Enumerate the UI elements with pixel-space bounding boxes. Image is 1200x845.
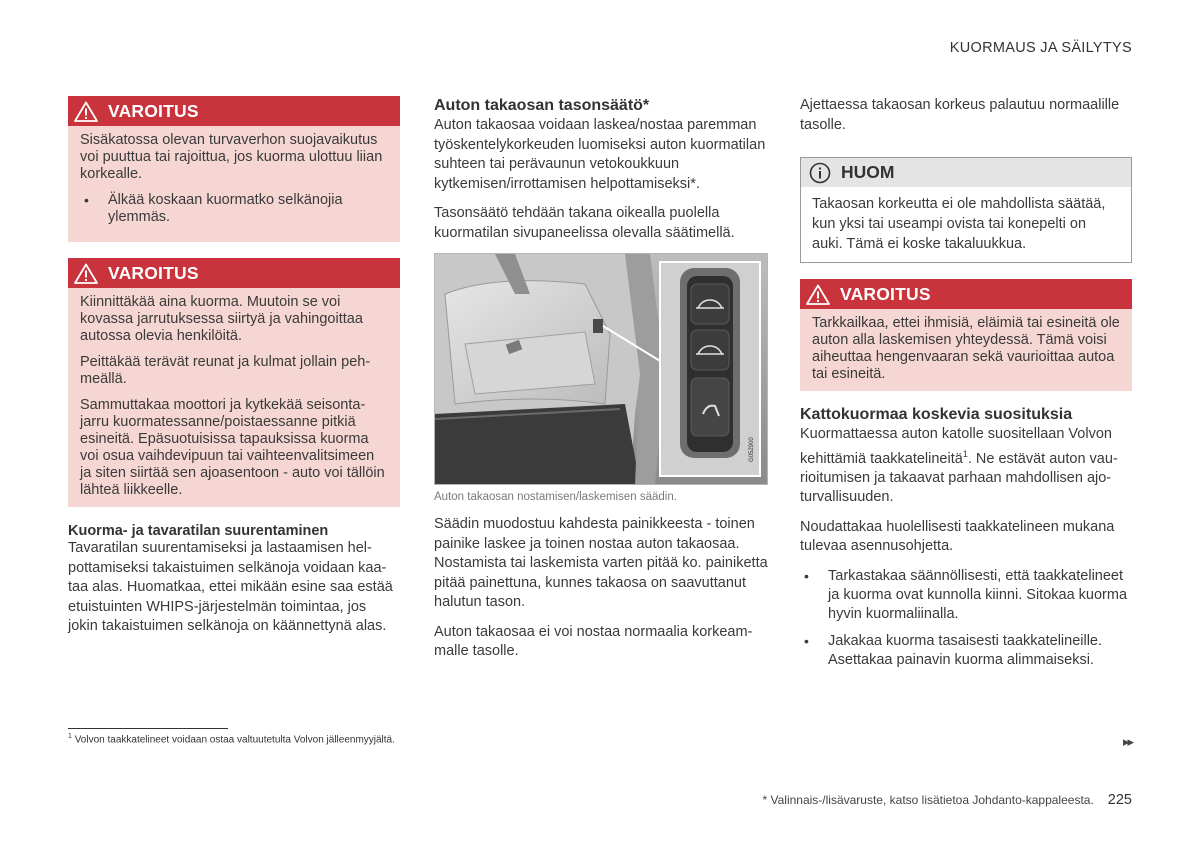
warning-paragraph: Kiinnittäkää aina kuorma. Muutoin se voi kovassa jarrutuksessa siirtyä ja vahingoittaa autossa olevia henkilöitä. [80, 294, 363, 344]
continue-arrows-icon: ▸▸ [1122, 734, 1132, 749]
section-title: KUORMAUS JA SÄILYTYS [949, 40, 1132, 56]
note-body [801, 187, 1131, 262]
warning-header [68, 96, 400, 126]
warning-triangle-icon [74, 101, 98, 122]
footnote-divider [68, 728, 228, 729]
paragraph: Tasonsäätö tehdään takana oikealla puolella kuormatilan sivupaneelissa olevalla säätimellä. [434, 205, 735, 241]
warning-title: VAROITUS [108, 100, 199, 121]
bullet-list [800, 567, 1132, 670]
warning-bullet-list [80, 192, 388, 226]
warning-text: Tarkkailkaa, ettei ihmisiä, eläimiä tai esineitä ole auton alla laskemisen yhteydessä. Tämä voisi aiheuttaa hengenvaaran sekä vaurioittaa autoa tai esineitä. [812, 315, 1120, 382]
warning-text: Sisäkatossa olevan turvaverhon suojavaikutus voi puuttua tai rajoittua, jos kuorma ulottuu liian korkealle. [80, 132, 383, 182]
figure-code: G052900 [749, 437, 755, 462]
page-footer [762, 792, 1132, 808]
warning-title: VAROITUS [840, 283, 931, 304]
paragraph: Auton takaosaa ei voi nostaa normaalia korkeammalle tasolle. [434, 623, 753, 659]
page-number: 225 [1107, 792, 1132, 808]
note-title: HUOM [841, 162, 895, 182]
heading-level-adjust: Auton takaosan tasonsäätö* [434, 97, 650, 114]
warning-paragraph: Sammuttakaa moottori ja kytkekää seisontajarru kuormatessanne/poistaessanne pitkiä esineitä. Epäsuotuisissa tapauksissa kuorma voi osua vaihdevipuun tai vaihteenvalitsimeen ja siten siirtää sen ajoasentoon - auto voi tällöin lähteä liikkeelle. [80, 397, 385, 498]
paragraph-text: Kuormattaessa auton katolle suositellaan Volvon kehittämiä taakkatelineitä [800, 426, 1112, 467]
warning-bullet: • Älkää koskaan kuormatko selkänojia ylemmäs. [80, 192, 388, 226]
paragraph-intro: Ajettaessa takaosan korkeus palautuu normaalille tasolle. [800, 97, 1120, 133]
optional-equipment-note: * Valinnais-/lisävaruste, katso lisätietoa Johdanto-kappaleesta. [762, 793, 1094, 807]
footnote [68, 733, 395, 745]
paragraph-cargo-space: Tavaratilan suurentamiseksi ja lastaamisen helpottamiseksi takaistuimen selkänoja voidaan kaataa alas. Huomatkaa, ettei mikään esine saa estää etuistuinten WHIPS-järjestelmän toimintaa, jos jokin takaistuimen selkänoja on käännettynä alas. [68, 540, 393, 634]
warning-box-2 [68, 258, 400, 507]
warning-body [68, 126, 400, 242]
info-icon [809, 162, 831, 184]
paragraph: Noudattakaa huolellisesti taakkatelineen mukana tulevaa asennusohjetta. [800, 518, 1115, 555]
footnote-mark: 1 [68, 733, 72, 740]
list-item: • Jakakaa kuorma tasaisesti taakkatelineille. Asettakaa painavin kuorma alimmaiseksi. [800, 632, 1132, 670]
paragraph-roof-load [800, 425, 1132, 508]
footnote-text: Volvon taakkatelineet voidaan ostaa valtuutetulta Volvon jälleenmyyjältä. [74, 734, 395, 746]
warning-title: VAROITUS [108, 262, 199, 283]
warning-paragraph: Peittäkää terävät reunat ja kulmat jollain pehmeällä. [80, 354, 371, 387]
paragraph-text: . Ne estävät auton vaurioitumisen ja takaavat parhaan mahdollisen ajoturvallisuuden. [800, 450, 1118, 506]
warning-body [68, 288, 400, 507]
cargo-area-illustration [435, 254, 767, 484]
warning-body [800, 309, 1132, 391]
subheading-cargo-space: Kuorma- ja tavaratilan suurentaminen [68, 523, 329, 539]
heading-roof-load: Kattokuormaa koskevia suosituksia [800, 406, 1073, 423]
column-middle [434, 96, 768, 672]
paragraph: Auton takaosaa voidaan laskea/nostaa paremman työskentelykorkeuden luomiseksi auton kuormatilan suhteen tai perävaunun vetokoukkuun kytkemisen/irrottamisen helpottamiseksi*. [434, 117, 766, 192]
footnote-ref: 1 [962, 448, 968, 459]
warning-triangle-icon [74, 263, 98, 284]
warning-header [800, 279, 1132, 309]
column-right [800, 96, 1132, 680]
figure-rear-level-control [434, 253, 768, 485]
note-box [800, 157, 1132, 263]
warning-header [68, 258, 400, 288]
column-left [68, 96, 400, 647]
warning-box-3 [800, 279, 1132, 391]
figure-caption: Auton takaosan nostamisen/laskemisen säädin. [434, 491, 677, 503]
warning-box-1 [68, 96, 400, 242]
list-item: • Tarkastakaa säännöllisesti, että taakkatelineet ja kuorma ovat kunnolla kiinni. Sitokaa kuorma hyvin kuormaliinalla. [800, 567, 1132, 624]
warning-triangle-icon [806, 284, 830, 305]
paragraph: Säädin muodostuu kahdesta painikkeesta - toinen painike laskee ja toinen nostaa auton takaosaa. Nostamista tai laskemista varten pitää ko. painiketta pitää painettuna, kunnes takaosa on saavuttanut halutun tason. [434, 516, 768, 610]
note-header [801, 158, 1131, 187]
note-text: Takaosan korkeutta ei ole mahdollista säätää, kun yksi tai useampi ovista tai konepelti on auki. Tämä ei koske takaluukkua. [812, 196, 1106, 252]
